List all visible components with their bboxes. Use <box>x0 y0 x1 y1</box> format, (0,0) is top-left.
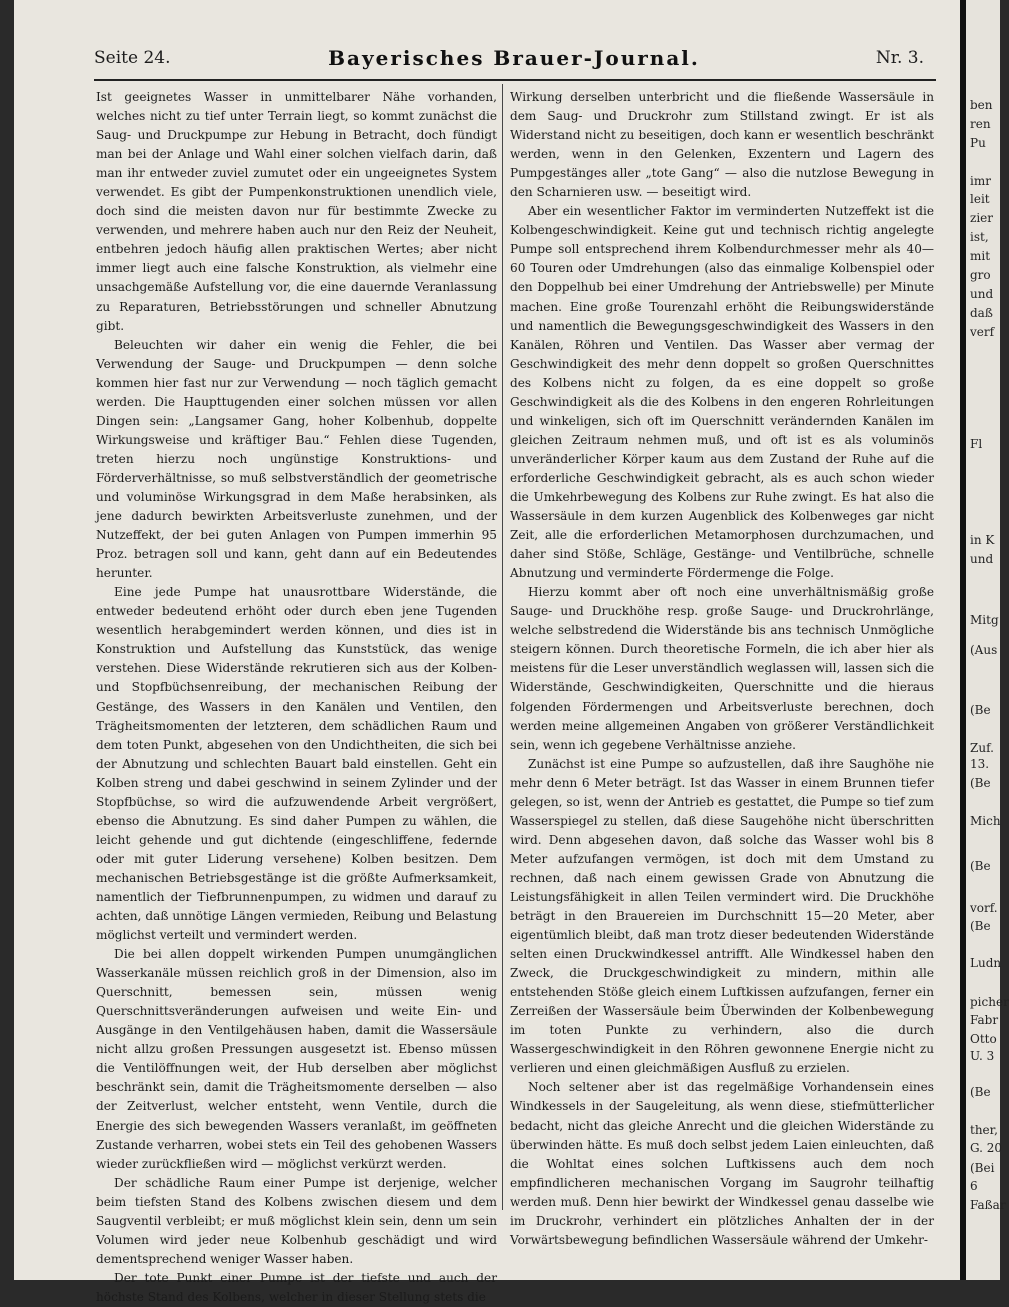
edge-fragment: vorf. <box>970 901 998 915</box>
edge-fragment: (Be <box>970 919 991 933</box>
column-divider <box>502 84 503 1210</box>
paragraph: Beleuchten wir daher ein wenig die Fehler, die bei Verwendung der Sauge- und Druckpumpen — denn solche kommen hier fast nur zur Verwendung — noch täglich gemacht werden. Die Haupttugenden einer solchen müssen vor allen Dingen sein: „Langsamer Gang, hoher Kolbenhub, doppelte Wirkungsweise und kräftiger Bau.“ Fehlen diese Tugenden, treten hierzu noch ungünstige Konstruktions- und Förderverhältnisse, so muß selbstverständlich der geometrische und voluminöse Wirkungsgrad in dem Maße herabsinken, als jene dadurch bewirkten Arbeitsverluste zunehmen, und der Nutzeffekt, der bei guten Anlagen von Pumpen immerhin 95 Proz. betragen soll und kann, geht dann auf ein Bedeutendes herunter. <box>96 337 497 581</box>
paragraph: Hierzu kommt aber oft noch eine unverhältnismäßig große Sauge- und Druckhöhe resp. große Sauge- und Druckrohrlänge, welche selbstredend die Widerstände bis ans technisch Unmögliche steigern können. Durch theoretische Formeln, die ich aber hier als meistens für die Leser unverständlich weglassen will, lassen sich die Widerstände, Geschwindigkeiten, Querschnitte und die hieraus folgenden Fördermengen und Arbeitsverluste berechnen, doch werden meine allgemeinen Angaben von größerer Verständlichkeit sein, wenn ich gegebene Verhältnisse anziehe. <box>510 585 934 752</box>
edge-fragment: Zuf. <box>970 741 994 755</box>
edge-fragment: und <box>970 287 994 301</box>
edge-fragment: (Bei <box>970 1161 995 1175</box>
edge-fragment: Otto <box>970 1032 997 1046</box>
edge-fragment: (Be <box>970 703 991 717</box>
edge-fragment: Mich <box>970 814 1001 828</box>
edge-fragment: ther, <box>970 1123 998 1137</box>
page-number: Seite 24. <box>94 48 171 68</box>
edge-fragment: mit <box>970 249 991 263</box>
paragraph: Zunächst ist eine Pumpe so aufzustellen, daß ihre Saughöhe nie mehr denn 6 Meter beträgt. Ist das Wasser in einem Brunnen tiefer gelegen, so ist, wenn der Antrieb es gestattet, die Pumpe so tief zum Wasserspiegel zu stellen, daß diese Saugehöhe nicht überschritten wird. Denn abgesehen davon, daß solche das Wasser wohl bis 8 Meter aufzufangen vermögen, ist doch mit dem Umstand zu rechnen, daß nach einem gewissen Grade von Abnutzung die Leistungsfähigkeit in allen Teilen vermindert wird. Die Druckhöhe beträgt in den Brauereien im Durchschnitt 15—20 Meter, aber eigentümlich bleibt, daß man trotz dieser bedeutenden Widerstände selten einen Druckwindkessel antrifft. Alle Windkessel haben den Zweck, die Druckgeschwindigkeit zu mindern, mithin alle entstehenden Stöße gleich einem Luftkissen aufzufangen, ferner ein Zerreißen der Wassersäule beim Überwinden der Kolbenbewegung im toten Punkte zu verhindern, also die durch Wassergeschwindigkeit in den Röhren gewonnene Energie nicht zu verlieren und einen gleichmäßigen Ausfluß zu erzielen. <box>510 756 934 1076</box>
adjacent-page-edge <box>966 0 1009 1280</box>
edge-fragment: verf <box>970 325 995 339</box>
edge-fragment: gro <box>970 268 991 282</box>
edge-fragment: leit <box>970 192 990 206</box>
paragraph: Wirkung derselben unterbricht und die fließende Wassersäule in dem Saug- und Druckrohr zum Stillstand zwingt. Er ist als Widerstand nicht zu beseitigen, doch kann er wesentlich beschränkt werden, wenn in den Gelenken, Exzentern und Lagern des Pumpgestänges aller „tote Gang“ — also die nutzlose Bewegung in den Scharnieren usw. — beseitigt wird. <box>510 90 934 200</box>
edge-fragment: Fabr <box>970 1013 999 1027</box>
right-column <box>510 88 934 1250</box>
edge-fragment: Fl <box>970 437 983 451</box>
edge-fragment: ben <box>970 98 993 112</box>
edge-fragment: ren <box>970 117 991 131</box>
edge-fragment: picher <box>970 995 1009 1009</box>
edge-fragment: Faßar <box>970 1198 1006 1212</box>
edge-fragment: in K <box>970 533 995 547</box>
edge-fragment: G. 20 <box>970 1141 1003 1155</box>
edge-fragment: (Aus <box>970 643 998 657</box>
edge-fragment: (Be <box>970 776 991 790</box>
edge-fragment: 13. <box>970 757 990 771</box>
paragraph: Ist geeignetes Wasser in unmittelbarer Nähe vorhanden, welches nicht zu tief unter Terrain liegt, so kommt zunächst die Saug- und Druckpumpe zur Hebung in Betracht, doch fündigt man bei der Anlage und Wahl einer solchen vielfach darin, daß man ihr entweder zuviel zumutet oder ein ungeeignetes System verwendet. Es gibt der Pumpenkonstruktionen unendlich viele, doch sind die meisten davon nur für bestimmte Zwecke zu verwenden, und mehrere haben auch nur den Reiz der Neuheit, entbehren jedoch häufig allen praktischen Wertes; aber nicht immer liegt auch eine falsche Konstruktion, als vielmehr eine unsachgemäße Aufstellung vor, die eine dauernde Veranlassung zu Reparaturen, Betriebsstörungen und schneller Abnutzung gibt. <box>96 90 497 333</box>
edge-fragment: und <box>970 552 994 566</box>
edge-fragment: daß <box>970 306 993 320</box>
header-rule <box>94 79 936 81</box>
paragraph: Der tote Punkt einer Pumpe ist der tiefste und auch der höchste Stand des Kolbens, welcher in dieser Stellung stets die <box>96 1270 497 1304</box>
edge-fragment: (Be <box>970 1085 991 1099</box>
paragraph: Die bei allen doppelt wirkenden Pumpen unumgänglichen Wasserkanäle müssen reichlich groß in der Dimension, also im Querschnitt, bemessen sein, müssen wenig Querschnittsveränderungen aufweisen und weite Ein- und Ausgänge in den Ventilgehäusen haben, damit die Wassersäule nicht allzu großen Pressungen ausgesetzt ist. Ebenso müssen die Ventilöffnungen weit, der Hub derselben aber möglichst beschränkt sein, damit die Trägheitsmomente derselben — also der Zeitverlust, welcher entsteht, wenn Ventile, durch die Energie des sich bewegenden Wassers veranlaßt, im geöffneten Zustande verharren, wobei stets ein Teil des gehobenen Wassers wieder zurückfließen wird — möglichst verkürzt werden. <box>96 947 497 1171</box>
edge-fragment: U. 3 <box>970 1049 995 1063</box>
edge-fragment: zier <box>970 211 993 225</box>
left-column <box>96 88 497 1307</box>
edge-fragment: Pu <box>970 136 986 150</box>
edge-fragment: 6 <box>970 1179 978 1193</box>
paragraph: Noch seltener aber ist das regelmäßige Vorhandensein eines Windkessels in der Saugeleitung, als wenn diese, stiefmütterlicher bedacht, nicht das gleiche Anrecht und die gleichen Widerstände zu überwinden hätte. Es muß doch selbst jedem Laien einleuchten, daß die Wohltat eines solchen Luftkissens auch dem noch empfindlicheren mechanischen Vorgang im Saugrohr teilhaftig werden muß. Denn hier bewirkt der Windkessel genau dasselbe wie im Druckrohr, verhindert ein plötzliches Anhalten der in der Vorwärtsbewegung befindlichen Wassersäule während der Umkehr- <box>510 1080 934 1247</box>
paragraph: Eine jede Pumpe hat unausrottbare Widerstände, die entweder bedeutend erhöht oder durch eben jene Tugenden wesentlich herabgemindert werden können, und dies ist in Konstruktion und Aufstellung das Kunststück, das wenige verstehen. Diese Widerstände rekrutieren sich aus der Kolben- und Stopfbüchsenreibung, der mechanischen Reibung der Gestänge, des Wassers in den Kanälen und Ventilen, den Trägheitsmomenten der letzteren, dem schädlichen Raum und dem toten Punkt, abgesehen von den Undichtheiten, die sich bei der Abnutzung und schlechten Bauart bald einstellen. Geht ein Kolben streng und dabei geschwind in seinem Zylinder und der Stopfbüchse, so wird die aufzuwendende Arbeit vergrößert, ebenso die Abnutzung. Es sind daher Pumpen zu wählen, die leicht gehende und gut dichtende (eingeschliffene, federnde oder mit guter Liderung versehene) Kolben besitzen. Dem mechanischen Betriebsgestänge ist die größte Aufmerksamkeit, namentlich der Tiefbrunnenpumpen, zu widmen und darauf zu achten, daß unnötige Längen vermieden, Reibung und Belastung möglichst verteilt und vermindert werden. <box>96 585 497 943</box>
paragraph: Der schädliche Raum einer Pumpe ist derjenige, welcher beim tiefsten Stand des Kolbens zwischen diesem und dem Saugventil verbleibt; er muß möglichst klein sein, denn um sein Volumen wird jeder neue Kolbenhub geschädigt und wird dementsprechend weniger Wasser haben. <box>96 1175 497 1266</box>
issue-number: Nr. 3. <box>875 48 924 68</box>
edge-fragment: Mitg <box>970 613 999 627</box>
journal-page <box>14 0 960 1304</box>
edge-fragment: ist, <box>970 230 989 244</box>
edge-fragment: imr <box>970 174 991 188</box>
page-header <box>94 48 934 78</box>
edge-fragment: Ludn <box>970 956 1002 970</box>
journal-title: Bayerisches Brauer-Journal. <box>328 46 700 70</box>
edge-fragment: (Be <box>970 859 991 873</box>
paragraph: Aber ein wesentlicher Faktor im verminderten Nutzeffekt ist die Kolbengeschwindigkeit. Keine gut und technisch richtig angelegte Pumpe soll entsprechend ihrem Kolbendurchmesser mehr als 40—60 Touren oder Umdrehungen (also das einmalige Kolbenspiel oder den Doppelhub bei einer Umdrehung der Antriebswelle) per Minute machen. Eine große Tourenzahl erhöht die Reibungswiderstände und namentlich die Bewegungsgeschwindigkeit des Wassers in den Kanälen, Röhren und Ventilen. Das Wasser aber vermag der Geschwindigkeit des mehr denn doppelt so großen Querschnittes des Kolbens nicht zu folgen, da es eine doppelt so große Geschwindigkeit als die des Kolbens in den engeren Rohrleitungen und winkeligen, sich oft im Querschnitt verändernden Kanälen im gleichen Zeitraum nehmen muß, und oft ist es als voluminös unveränderlicher Körper kaum aus dem Zustand der Ruhe auf die erforderliche Geschwindigkeit gebracht, als es auch schon wieder die Umkehrbewegung des Kolbens zur Ruhe zwingt. Es hat also die Wassersäule in dem kurzen Augenblick des Kolbenweges gar nicht Zeit, alle die erforderlichen Metamorphosen durchzumachen, und daher sind Stöße, Schläge, Gestänge- und Ventilbrüche, schnelle Abnutzung und verminderte Fördermenge die Folge. <box>510 204 934 581</box>
